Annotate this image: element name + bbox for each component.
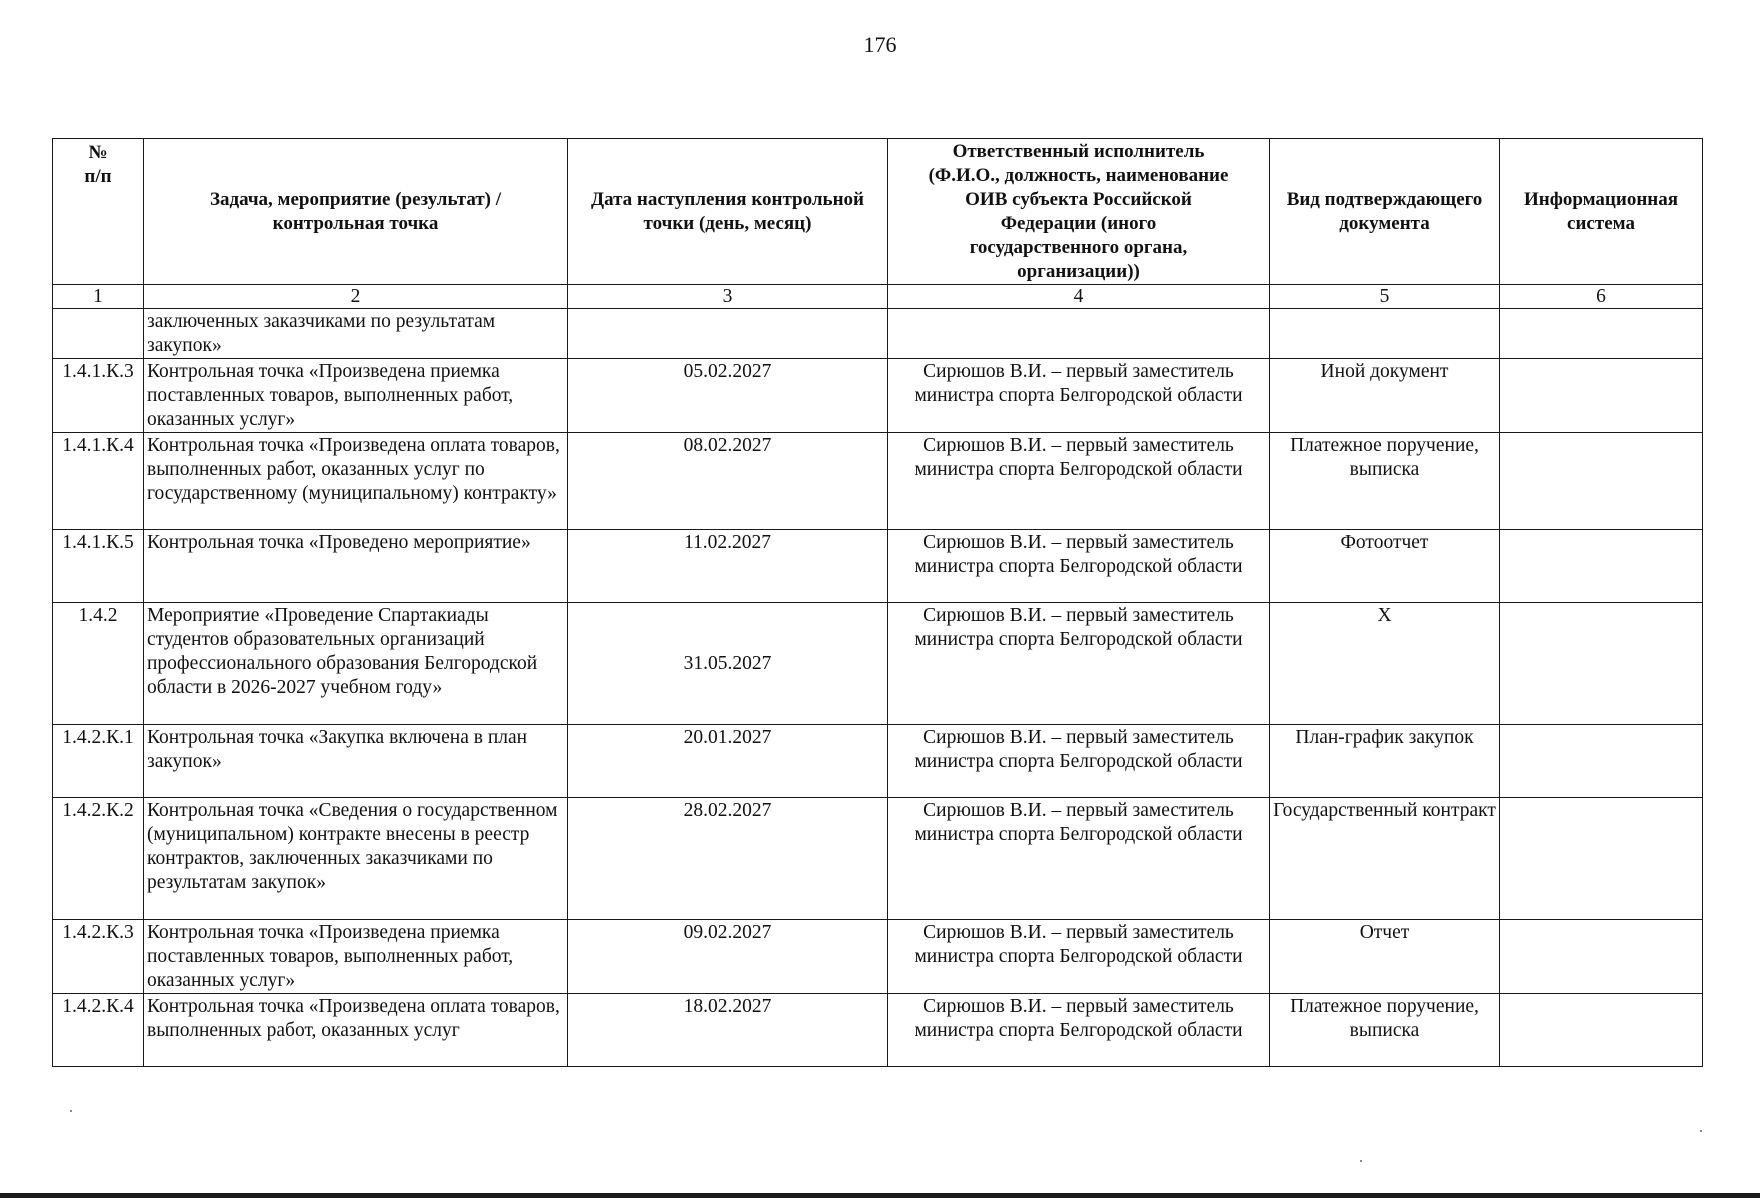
row-system xyxy=(1500,725,1703,798)
row-date: 09.02.2027 xyxy=(568,920,888,994)
column-index-row xyxy=(53,285,1703,309)
header-document: Вид подтверждающего документа xyxy=(1270,139,1500,285)
row-date: 05.02.2027 xyxy=(568,359,888,433)
row-document: Платежное поручение, выписка xyxy=(1270,994,1500,1067)
row-task: Контрольная точка «Произведена приемка поставленных товаров, выполненных работ, оказанных услуг» xyxy=(144,359,568,433)
column-index: 1 xyxy=(53,285,144,309)
row-task: Контрольная точка «Произведена оплата товаров, выполненных работ, оказанных услуг xyxy=(144,994,568,1067)
row-date: 31.05.2027 xyxy=(568,603,888,725)
row-system xyxy=(1500,920,1703,994)
table-row xyxy=(53,309,1703,359)
row-number: 1.4.1.К.5 xyxy=(53,530,144,603)
control-points-table xyxy=(52,138,1703,1067)
row-task: Контрольная точка «Произведена оплата товаров, выполненных работ, оказанных услуг по государственному (муниципальному) контракту» xyxy=(144,433,568,530)
column-index: 4 xyxy=(888,285,1270,309)
row-date: 08.02.2027 xyxy=(568,433,888,530)
row-task: Контрольная точка «Закупка включена в план закупок» xyxy=(144,725,568,798)
row-date: 11.02.2027 xyxy=(568,530,888,603)
table-row xyxy=(53,798,1703,920)
table-row xyxy=(53,920,1703,994)
row-document xyxy=(1270,309,1500,359)
table-row xyxy=(53,603,1703,725)
row-number: 1.4.2.К.3 xyxy=(53,920,144,994)
row-system xyxy=(1500,603,1703,725)
row-executor: Сирюшов В.И. – первый заместитель министра спорта Белгородской области xyxy=(888,798,1270,920)
header-executor: Ответственный исполнитель (Ф.И.О., должность, наименование ОИВ субъекта Российской Федерации (иного государственного органа, организации)) xyxy=(888,139,1270,285)
row-number: 1.4.2.К.4 xyxy=(53,994,144,1067)
column-index: 3 xyxy=(568,285,888,309)
row-document: Платежное поручение, выписка xyxy=(1270,433,1500,530)
row-number: 1.4.1.К.4 xyxy=(53,433,144,530)
row-executor: Сирюшов В.И. – первый заместитель министра спорта Белгородской области xyxy=(888,994,1270,1067)
row-date: 28.02.2027 xyxy=(568,798,888,920)
row-task: заключенных заказчиками по результатам закупок» xyxy=(144,309,568,359)
row-document: План-график закупок xyxy=(1270,725,1500,798)
row-executor: Сирюшов В.И. – первый заместитель министра спорта Белгородской области xyxy=(888,725,1270,798)
scan-speck xyxy=(1700,1130,1702,1132)
row-executor: Сирюшов В.И. – первый заместитель министра спорта Белгородской области xyxy=(888,530,1270,603)
header-num: № п/п xyxy=(53,139,144,285)
row-number: 1.4.1.К.3 xyxy=(53,359,144,433)
row-document: Государственный контракт xyxy=(1270,798,1500,920)
header-task: Задача, мероприятие (результат) / контрольная точка xyxy=(144,139,568,285)
scan-speck xyxy=(1360,1160,1362,1162)
row-number xyxy=(53,309,144,359)
table-row xyxy=(53,530,1703,603)
row-executor xyxy=(888,309,1270,359)
column-index: 2 xyxy=(144,285,568,309)
scan-bottom-edge xyxy=(0,1193,1760,1198)
row-executor: Сирюшов В.И. – первый заместитель министра спорта Белгородской области xyxy=(888,433,1270,530)
row-executor: Сирюшов В.И. – первый заместитель министра спорта Белгородской области xyxy=(888,920,1270,994)
table-row xyxy=(53,994,1703,1067)
table-row xyxy=(53,359,1703,433)
header-date: Дата наступления контрольной точки (день, месяц) xyxy=(568,139,888,285)
row-executor: Сирюшов В.И. – первый заместитель министра спорта Белгородской области xyxy=(888,603,1270,725)
row-system xyxy=(1500,798,1703,920)
column-index: 5 xyxy=(1270,285,1500,309)
row-date: 20.01.2027 xyxy=(568,725,888,798)
row-system xyxy=(1500,530,1703,603)
row-system xyxy=(1500,359,1703,433)
table-row xyxy=(53,433,1703,530)
row-task: Контрольная точка «Сведения о государственном (муниципальном) контракте внесены в реестр контрактов, заключенных заказчиками по результатам закупок» xyxy=(144,798,568,920)
table-row xyxy=(53,725,1703,798)
column-index: 6 xyxy=(1500,285,1703,309)
row-number: 1.4.2.К.2 xyxy=(53,798,144,920)
row-task: Контрольная точка «Проведено мероприятие» xyxy=(144,530,568,603)
row-system xyxy=(1500,994,1703,1067)
row-system xyxy=(1500,433,1703,530)
row-number: 1.4.2 xyxy=(53,603,144,725)
row-date: 18.02.2027 xyxy=(568,994,888,1067)
row-executor: Сирюшов В.И. – первый заместитель министра спорта Белгородской области xyxy=(888,359,1270,433)
row-task: Контрольная точка «Произведена приемка поставленных товаров, выполненных работ, оказанных услуг» xyxy=(144,920,568,994)
header-system: Информационная система xyxy=(1500,139,1703,285)
row-date xyxy=(568,309,888,359)
row-document: Х xyxy=(1270,603,1500,725)
page-number: 176 xyxy=(863,32,897,57)
row-system xyxy=(1500,309,1703,359)
row-document: Отчет xyxy=(1270,920,1500,994)
table-header-row xyxy=(53,139,1703,285)
row-document: Фотоотчет xyxy=(1270,530,1500,603)
row-task: Мероприятие «Проведение Спартакиады студентов образовательных организаций профессионального образования Белгородской области в 2026-2027 учебном году» xyxy=(144,603,568,725)
row-document: Иной документ xyxy=(1270,359,1500,433)
row-number: 1.4.2.К.1 xyxy=(53,725,144,798)
scan-speck xyxy=(70,1110,72,1112)
